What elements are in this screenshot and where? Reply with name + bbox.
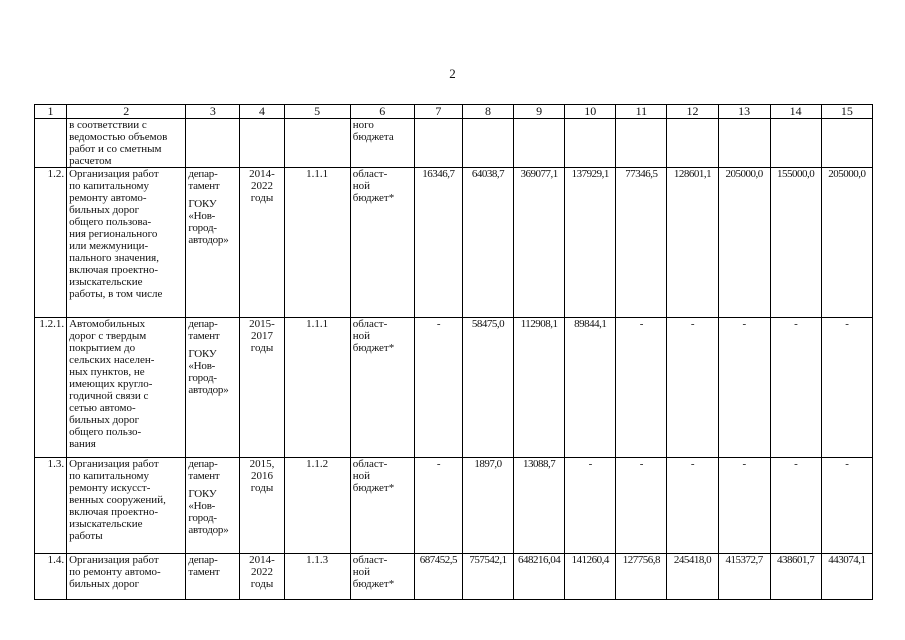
executor-org-line: город- [188,372,217,384]
funding-value: - [821,458,872,554]
executor-dept-line: тамент [188,566,220,578]
activity-name-line: включая проектно- [69,506,159,518]
funding-source [350,318,414,458]
funding-source-line: област- [352,458,388,470]
indicator-ref: 1.1.3 [284,554,350,600]
executor [186,554,240,600]
executor [186,119,240,168]
column-number: 1 [35,105,67,119]
funding-value [718,119,770,168]
column-number: 7 [414,105,462,119]
executor-org-line: «Нов- [188,360,216,372]
funding-value: - [667,318,718,458]
period-line: 2015- [249,318,275,330]
executor-dept-line: депар- [188,318,218,330]
activity-name-line: Организация работ [69,168,159,180]
funding-source-line: бюджет* [352,578,395,590]
activity-name-line: годичной связи с [69,390,149,402]
funding-value: 155000,0 [770,168,821,318]
activity-name-line: изыскательские [69,518,143,530]
funding-value: - [414,318,462,458]
funding-value: 13088,7 [514,458,565,554]
executor-dept-line: тамент [188,330,220,342]
funding-value: 648216,04 [514,554,565,600]
item-number: 1.4. [35,554,67,600]
activity-name-line: сельских населен- [69,354,155,366]
item-number: 1.3. [35,458,67,554]
activity-name-line: в соответствии с [69,119,147,131]
column-number: 11 [616,105,667,119]
period [240,119,284,168]
activity-name-line: ных пунктов, не [69,366,145,378]
column-number: 6 [350,105,414,119]
funding-value: 687452,5 [414,554,462,600]
activity-name-line: ремонту автомо- [69,192,147,204]
executor-org-line: ГОКУ [188,198,217,210]
funding-source-line: област- [352,168,388,180]
executor-dept-line: тамент [188,180,220,192]
column-number: 4 [240,105,284,119]
funding-value [770,119,821,168]
funding-value: 128601,1 [667,168,718,318]
activity-name [67,554,186,600]
funding-value [414,119,462,168]
funding-value: 245418,0 [667,554,718,600]
funding-source-line: ной [352,180,370,192]
period [240,318,284,458]
activity-name-line: дорог с твердым [69,330,147,342]
funding-value [821,119,872,168]
period-line: 2022 [251,566,274,578]
funding-value: - [667,458,718,554]
table-row [35,318,873,458]
funding-value: 64038,7 [462,168,513,318]
executor-dept-line: тамент [188,470,220,482]
table-row [35,119,873,168]
funding-value: - [616,458,667,554]
funding-source [350,554,414,600]
funding-value: 205000,0 [718,168,770,318]
funding-source-line: ной [352,330,370,342]
funding-value: 369077,1 [514,168,565,318]
funding-source-line: бюджет* [352,342,395,354]
funding-value: 438601,7 [770,554,821,600]
indicator-ref: 1.1.2 [284,458,350,554]
funding-value [565,119,616,168]
funding-value: 141260,4 [565,554,616,600]
funding-source-line: бюджет* [352,192,395,204]
activity-name-line: пального значения, [69,252,159,264]
executor-org-line: ГОКУ [188,488,217,500]
funding-value [462,119,513,168]
funding-value: 415372,7 [718,554,770,600]
activity-name-line: покрытием до [69,342,136,354]
funding-source-line: ной [352,566,370,578]
activity-name [67,168,186,318]
period-line: 2015, [249,458,275,470]
period-line: 2017 [251,330,274,342]
executor-org-line: автодор» [188,384,229,396]
activity-name-line: сетью автомо- [69,402,136,414]
funding-value: - [770,318,821,458]
period-line: годы [250,192,274,204]
executor-org-line: «Нов- [188,210,216,222]
executor-dept-line: депар- [188,554,218,566]
activity-name [67,119,186,168]
column-number: 9 [514,105,565,119]
funding-source-line: бюджет* [352,482,395,494]
activity-name-line: Организация работ [69,458,159,470]
period-line: 2022 [251,180,274,192]
column-number: 5 [284,105,350,119]
activity-name [67,458,186,554]
activity-name-line: по ремонту автомо- [69,566,161,578]
item-number: 1.2.1. [35,318,67,458]
activity-name-line: бильных дорог [69,414,140,426]
funding-source-line: ного [352,119,374,131]
funding-value [514,119,565,168]
executor-org-line: автодор» [188,234,229,246]
indicator-ref: 1.1.1 [284,318,350,458]
item-number: 1.2. [35,168,67,318]
column-number-row [35,105,873,119]
column-number: 13 [718,105,770,119]
funding-source-line: ной [352,470,370,482]
funding-value: - [821,318,872,458]
funding-source-line: бюджета [352,131,394,143]
activity-name-line: ведомостью объемов [69,131,168,143]
funding-value: - [565,458,616,554]
activity-name-line: включая проектно- [69,264,159,276]
column-number: 14 [770,105,821,119]
funding-source-line: област- [352,318,388,330]
executor [186,318,240,458]
activity-name-line: общего пользо- [69,426,142,438]
executor-org-line: автодор» [188,524,229,536]
activity-name-line: по капитальному [69,470,149,482]
activity-name-line: венных сооружений, [69,494,166,506]
period-line: 2014- [249,554,275,566]
activity-name-line: расчетом [69,155,112,167]
activity-name-line: изыскательские [69,276,143,288]
page-number: 2 [449,66,456,81]
activity-name [67,318,186,458]
executor-org-line: ГОКУ [188,348,217,360]
column-number: 2 [67,105,186,119]
activity-name-line: работы, в том числе [69,288,163,300]
funding-value: 1897,0 [462,458,513,554]
funding-source [350,168,414,318]
funding-source [350,119,414,168]
activity-name-line: общего пользова- [69,216,152,228]
column-number: 15 [821,105,872,119]
activity-name-line: вания [69,438,96,450]
activity-name-line: или межмуници- [69,240,149,252]
activity-name-line: бильных дорог [69,204,140,216]
funding-value: 77346,5 [616,168,667,318]
column-number: 3 [186,105,240,119]
activity-name-line: работ и со сметным [69,143,162,155]
funding-value: 205000,0 [821,168,872,318]
activity-name-line: Автомобильных [69,318,146,330]
activity-name-line: Организация работ [69,554,159,566]
activity-name-line: ния регионального [69,228,158,240]
funding-value [667,119,718,168]
funding-value: 89844,1 [565,318,616,458]
table-row [35,168,873,318]
activity-name-line: работы [69,530,103,542]
indicator-ref: 1.1.1 [284,168,350,318]
executor [186,458,240,554]
indicator-ref [284,119,350,168]
period [240,458,284,554]
funding-value: 58475,0 [462,318,513,458]
executor-dept-line: депар- [188,168,218,180]
column-number: 12 [667,105,718,119]
executor-org-line: город- [188,512,217,524]
funding-value: 137929,1 [565,168,616,318]
executor-org-line: город- [188,222,217,234]
executor-dept-line: депар- [188,458,218,470]
funding-source-line: област- [352,554,388,566]
funding-value: 127756,8 [616,554,667,600]
period-line: годы [250,482,274,494]
executor [186,168,240,318]
executor-org-line: «Нов- [188,500,216,512]
column-number: 8 [462,105,513,119]
funding-value: - [718,458,770,554]
funding-value [616,119,667,168]
funding-value: 112908,1 [514,318,565,458]
funding-value: - [718,318,770,458]
period-line: 2016 [251,470,274,482]
period-line: 2014- [249,168,275,180]
funding-value: 757542,1 [462,554,513,600]
table-row [35,554,873,600]
program-table [34,104,873,600]
period-line: годы [250,342,274,354]
activity-name-line: по капитальному [69,180,149,192]
period [240,554,284,600]
table-row [35,458,873,554]
funding-value: 443074,1 [821,554,872,600]
funding-value: - [616,318,667,458]
column-number: 10 [565,105,616,119]
funding-value: - [414,458,462,554]
activity-name-line: имеющих кругло- [69,378,153,390]
item-number [35,119,67,168]
activity-name-line: ремонту искусст- [69,482,151,494]
funding-value: 16346,7 [414,168,462,318]
funding-value: - [770,458,821,554]
period [240,168,284,318]
activity-name-line: бильных дорог [69,578,140,590]
period-line: годы [250,578,274,590]
funding-source [350,458,414,554]
